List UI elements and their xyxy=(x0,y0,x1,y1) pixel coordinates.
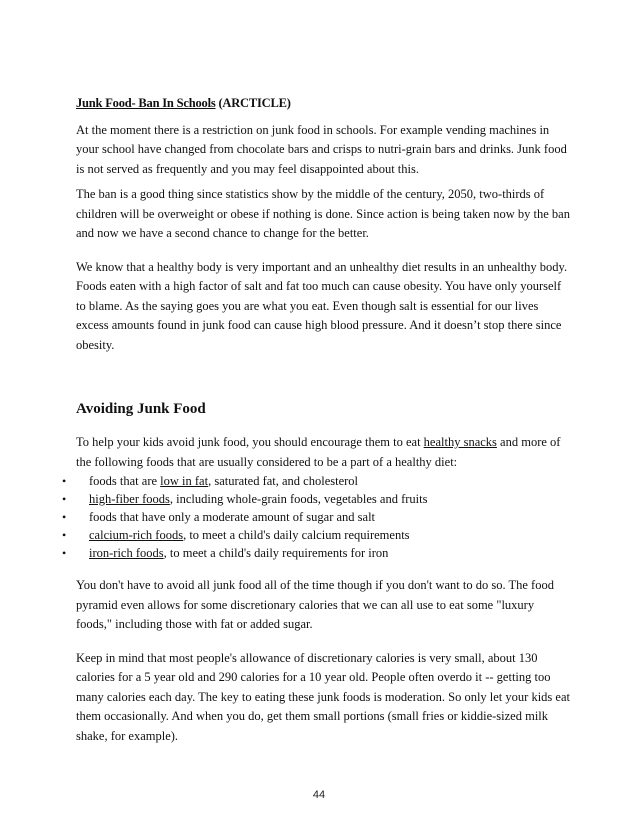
list-item xyxy=(62,544,572,562)
section-intro-before: To help your kids avoid junk food, you should encourage them to eat xyxy=(76,435,424,449)
article-paragraph-3: We know that a healthy body is very important and an unhealthy diet results in an unhealthy body. Foods eaten with a high factor of salt and fat too much can cause obesity. You have only yourself to blame. As the saying goes you are what you eat. Even though salt is essential for our lives excess amounts found in junk food can cause high blood pressure. And it doesn’t stop there since obesity. xyxy=(76,259,568,352)
list-item-text: , including whole-grain foods, vegetables and fruits xyxy=(169,492,428,506)
bullet-icon: • xyxy=(62,528,67,542)
article-paragraph-1: At the moment there is a restriction on junk food in schools. For example vending machines in your school have changed from chocolate bars and crisps to nutri-grain bars and drinks. Junk food is not served as frequently and you may feel disappointed about this. xyxy=(76,122,567,176)
list-item-text: , to meet a child's daily calcium requirements xyxy=(183,528,410,542)
article-title-suffix: (ARCTICLE) xyxy=(215,96,291,110)
article-title xyxy=(76,94,572,114)
bullet-icon: • xyxy=(62,492,67,506)
page-number: 44 xyxy=(312,789,326,801)
section-intro xyxy=(76,433,572,472)
article-title-underlined: Junk Food- Ban In Schools xyxy=(76,96,216,110)
bullet-icon: • xyxy=(62,546,67,560)
healthy-snacks-link[interactable]: healthy snacks xyxy=(423,435,497,449)
list-item xyxy=(62,490,572,508)
article-paragraph-2: The ban is a good thing since statistics show by the middle of the century, 2050, two-thirds of children will be overweight or obese if nothing is done. Since action is being taken now by the ban and now we have a second chance to change for the better. xyxy=(76,187,570,240)
list-item-text: foods that have only a moderate amount of sugar and salt xyxy=(89,510,376,524)
healthy-foods-list xyxy=(62,472,572,562)
section-paragraph-calories: Keep in mind that most people's allowance of discretionary calories is very small, about 130 calories for a 5 year old and 290 calories for a 10 year old. People often overdo it -- getting too many calories each day. The key to eating these junk foods is moderation. So only let your kids eat them occasionally. And when you do, get them small portions (small fries or kiddie-sized milk shake, for example). xyxy=(76,650,570,743)
high-fiber-foods-link[interactable]: high-fiber foods xyxy=(89,492,170,506)
calcium-rich-foods-link[interactable]: calcium-rich foods xyxy=(89,528,184,542)
low-in-fat-link[interactable]: low in fat xyxy=(160,474,209,488)
bullet-icon: • xyxy=(62,474,67,488)
section-heading: Avoiding Junk Food xyxy=(76,401,206,417)
list-item-text: foods that are xyxy=(89,474,161,488)
section-paragraph-pyramid: You don't have to avoid all junk food all of the time though if you don't want to do so. The food pyramid even allows for some discretionary calories that we can all use to eat some "luxury foods," including those with fat or added sugar. xyxy=(76,578,554,631)
list-item xyxy=(62,508,572,526)
list-item-text: , saturated fat, and cholesterol xyxy=(208,474,359,488)
bullet-icon: • xyxy=(62,510,67,524)
list-item-text: , to meet a child's daily requirements for iron xyxy=(163,546,389,560)
list-item xyxy=(62,472,572,490)
iron-rich-foods-link[interactable]: iron-rich foods xyxy=(89,546,164,560)
list-item xyxy=(62,526,572,544)
section-intro-after: and more of the following foods that are usually considered to be a part of a healthy diet: xyxy=(76,435,561,469)
page-content xyxy=(62,94,572,746)
